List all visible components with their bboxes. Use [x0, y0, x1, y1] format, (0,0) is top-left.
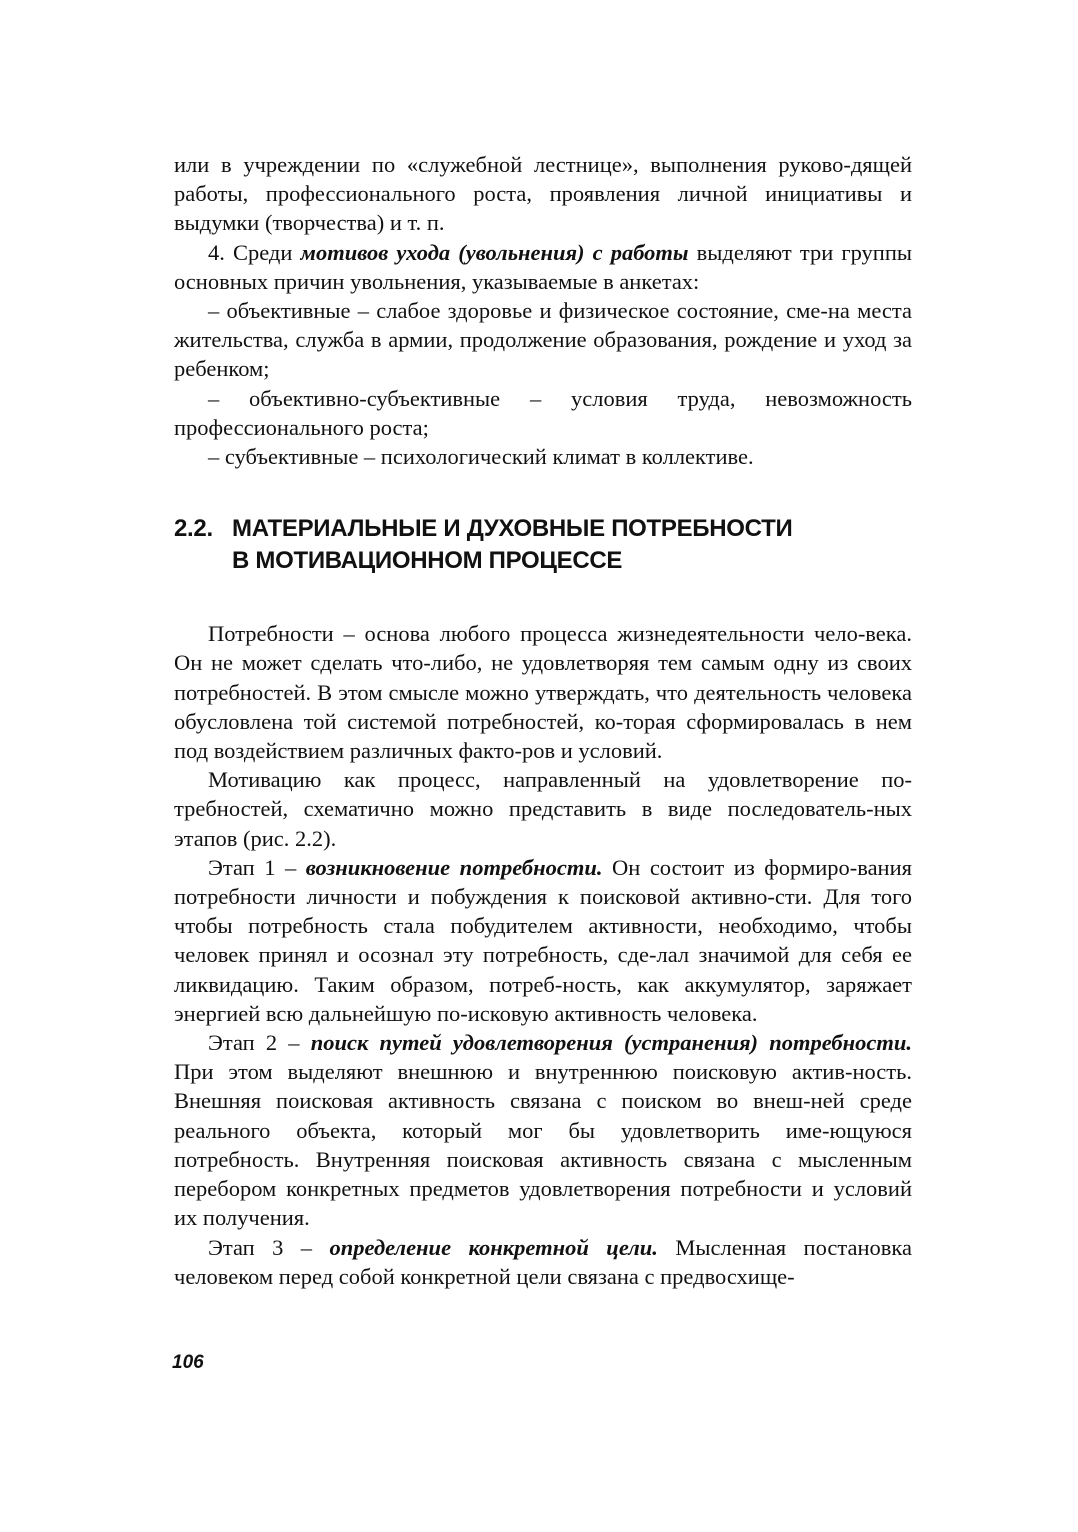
list-item-objective: – объективные – слабое здоровье и физическое состояние, сме-на места жительства, служба в армии, продолжение образования, рождение и уход за ребенком;: [174, 298, 912, 382]
paragraph-dismissal-motives: [174, 238, 912, 296]
section-heading: [174, 513, 912, 577]
paragraph-stage-2: [174, 1028, 912, 1232]
list-item-objective-subjective: – объективно-субъективные – условия труда, невозможность профессионального роста;: [174, 385, 912, 440]
text-prefix: Этап 1 –: [208, 854, 306, 880]
text-suffix: Он состоит из формиро-вания потребности личности и побуждения к поисковой активно-сти. Для того чтобы потребность стала побудителем активности, необходимо, чтобы человек принял и осознал эту потребность, сде-лал значимой для себя ее ликвидацию. Таким образом, потреб-ность, как аккумулятор, заряжает энергией всю дальнейшую по-исковую активность человека.: [174, 854, 912, 1026]
paragraph-motivation-process: Мотивацию как процесс, направленный на удовлетворение по-требностей, схематично можно представить в виде последователь-ных этапов (рис. 2.2).: [174, 767, 912, 851]
text-suffix: Мысленная постановка человеком перед собой конкретной цели связана с предвосхище-: [174, 1234, 912, 1289]
section-title-line-1: МАТЕРИАЛЬНЫЕ И ДУХОВНЫЕ ПОТРЕБНОСТИ: [232, 515, 793, 543]
list-item-subjective: – субъективные – психологический климат в коллективе.: [208, 444, 754, 470]
emphasized-term: определение конкретной цели.: [329, 1234, 658, 1260]
section-title: [232, 513, 912, 577]
page-content: [174, 150, 912, 1291]
text-suffix: выделяют три группы основных причин увольнения, указываемые в анкетах:: [174, 239, 912, 294]
emphasized-term: поиск путей удовлетворения (устранения) потребности.: [310, 1030, 912, 1056]
section-title-line-2: В МОТИВАЦИОННОМ ПРОЦЕССЕ: [232, 547, 623, 575]
text-suffix: При этом выделяют внешнюю и внутреннюю поисковую актив-ность. Внешняя поисковая активность связана с поиском во внеш-ней среде реального объекта, который мог бы удовлетворить име-ющуюся потребность. Внутренняя поисковая активность связана с мысленным перебором конкретных предметов удовлетворения потребности и условий их получения.: [174, 1059, 912, 1231]
paragraph-stage-3: [174, 1233, 912, 1291]
section-number: 2.2.: [174, 515, 213, 543]
paragraph-stage-1: [174, 853, 912, 1028]
page-number: 106: [172, 1352, 204, 1373]
paragraph-continued: или в учреждении по «служебной лестнице», выполнения руково-дящей работы, профессионального роста, проявления личной инициативы и выдумки (творчества) и т. п.: [174, 152, 912, 236]
emphasized-term: мотивов ухода (увольнения) с работы: [300, 239, 689, 265]
text-prefix: Этап 2 –: [208, 1030, 311, 1056]
text-prefix: Этап 3 –: [208, 1234, 330, 1260]
text-prefix: 4. Среди: [208, 239, 301, 265]
emphasized-term: возникновение потребности.: [305, 854, 603, 880]
paragraph-needs-basis: Потребности – основа любого процесса жизнедеятельности чело-века. Он не может сделать что-либо, не удовлетворяя тем самым одну из своих потребностей. В этом смысле можно утверждать, что деятельность человека обусловлена той системой потребностей, ко-торая сформировалась в нем под воздействием различных факто-ров и условий.: [174, 621, 912, 764]
